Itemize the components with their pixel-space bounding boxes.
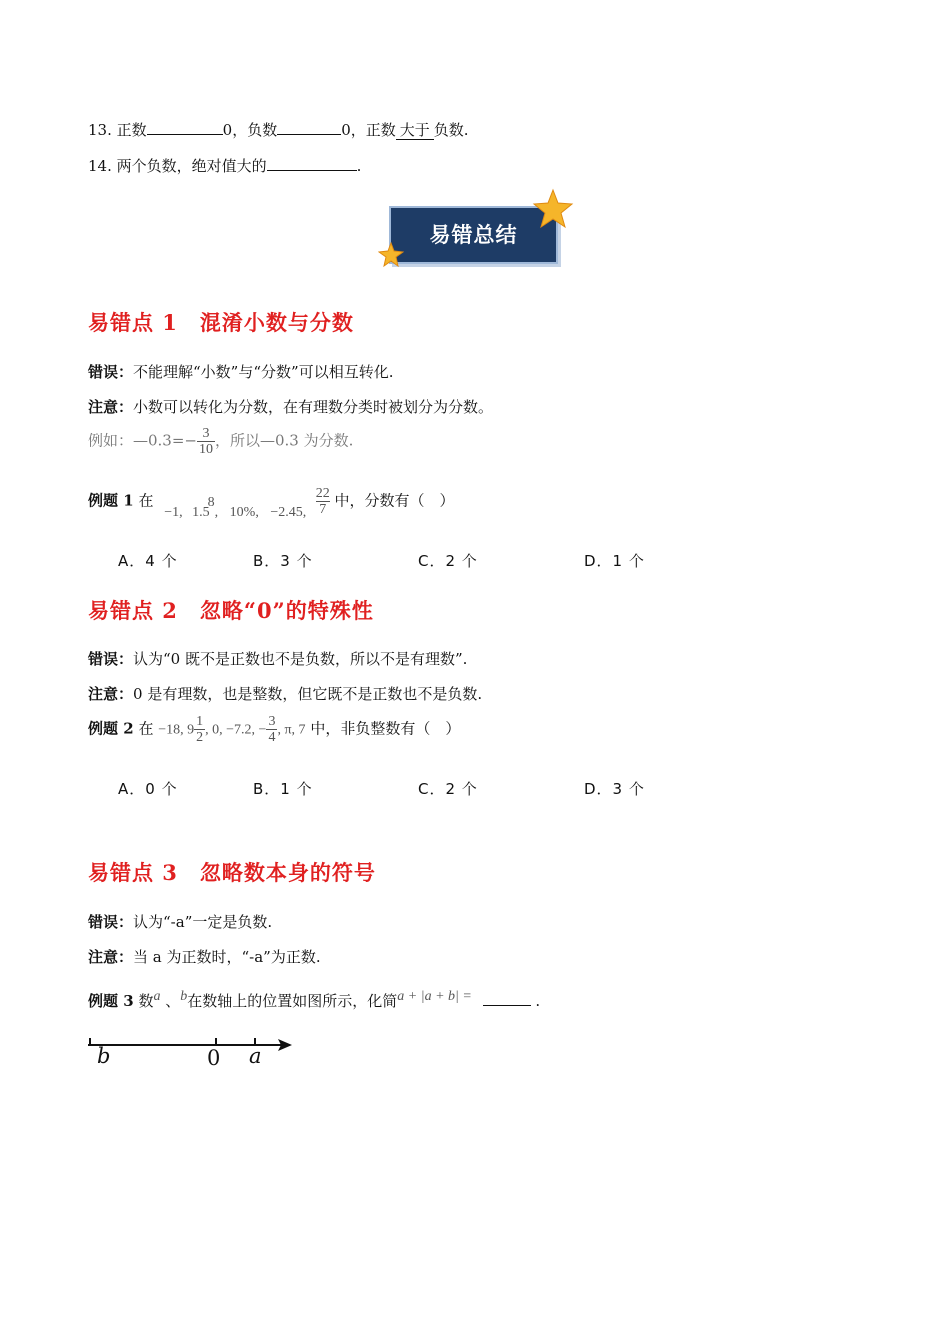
example-question-3: 例题 3 数a 、b在数轴上的位置如图所示，化简a + |a + b| = .: [88, 989, 541, 1010]
option-c[interactable]: C．2 个: [418, 780, 478, 798]
answer-blank[interactable]: [277, 120, 341, 135]
answer-blank[interactable]: [267, 156, 357, 171]
section-heading: 易错点 1 混淆小数与分数: [88, 310, 354, 335]
filled-answer: 大于: [396, 121, 434, 140]
note-line: 注意：0 是有理数，也是整数，但它既不是正数也不是负数.: [88, 685, 483, 703]
example-question-2: 例题 2 在 −18, 9 $\frac{1}{2}$ , 0, −7.2, − $\frac{3}{4}$ , π, 7 中，非负整数有（ ）: [88, 714, 461, 745]
option-c[interactable]: C．2 个: [418, 552, 478, 570]
note-line: 注意：当 a 为正数时，“-a”为正数.: [88, 948, 321, 966]
option-b[interactable]: B．1 个: [253, 780, 313, 798]
section-heading: 易错点 2 忽略“0”的特殊性: [88, 598, 374, 623]
question-14: 14. 两个负数，绝对值大的 .: [88, 157, 362, 175]
banner-title: 易错总结: [429, 223, 518, 247]
answer-blank[interactable]: [483, 991, 531, 1006]
axis-label-zero: 0: [207, 1046, 221, 1070]
example-line: 例如：—0.3=− $\frac{3}{10}$ ，所以—0.3 为分数.: [88, 426, 354, 457]
option-b[interactable]: B．3 个: [253, 552, 313, 570]
fraction: $\frac{22}{7}$: [315, 486, 330, 517]
option-a[interactable]: A．0 个: [118, 780, 178, 798]
error-line: 错误：不能理解“小数”与“分数”可以相互转化.: [88, 363, 394, 381]
star-icon: [532, 188, 574, 230]
fraction: $\frac{3}{4}$: [268, 714, 276, 745]
fraction: $\frac{1}{2}$: [196, 714, 204, 745]
expression: a + |a + b| =: [397, 989, 472, 1004]
error-line: 错误：认为“0 既不是正数也不是负数，所以不是有理数”.: [88, 650, 468, 668]
axis-label-a: a: [249, 1044, 262, 1068]
note-line: 注意：小数可以转化为分数，在有理数分类时被划分为分数。: [88, 398, 494, 416]
error-line: 错误：认为“-a”一定是负数.: [88, 913, 273, 931]
option-d[interactable]: D．3 个: [584, 780, 645, 798]
question-13: 13. 正数 0，负数 0，正数 大于 负数.: [88, 121, 469, 139]
star-icon: [378, 242, 404, 268]
example-question-1: 例题 1 在 −1, 1.58, 10%, −2.45, $\frac{22}{7}$ 中，分数有（ ）: [88, 486, 455, 520]
fraction: $\frac{3}{10}$: [199, 426, 213, 457]
section-heading: 易错点 3 忽略数本身的符号: [88, 860, 376, 885]
option-a[interactable]: A．4 个: [118, 552, 178, 570]
option-d[interactable]: D．1 个: [584, 552, 645, 570]
answer-blank[interactable]: [147, 120, 223, 135]
axis-label-b: b: [97, 1044, 111, 1068]
number-line: [86, 1034, 296, 1074]
